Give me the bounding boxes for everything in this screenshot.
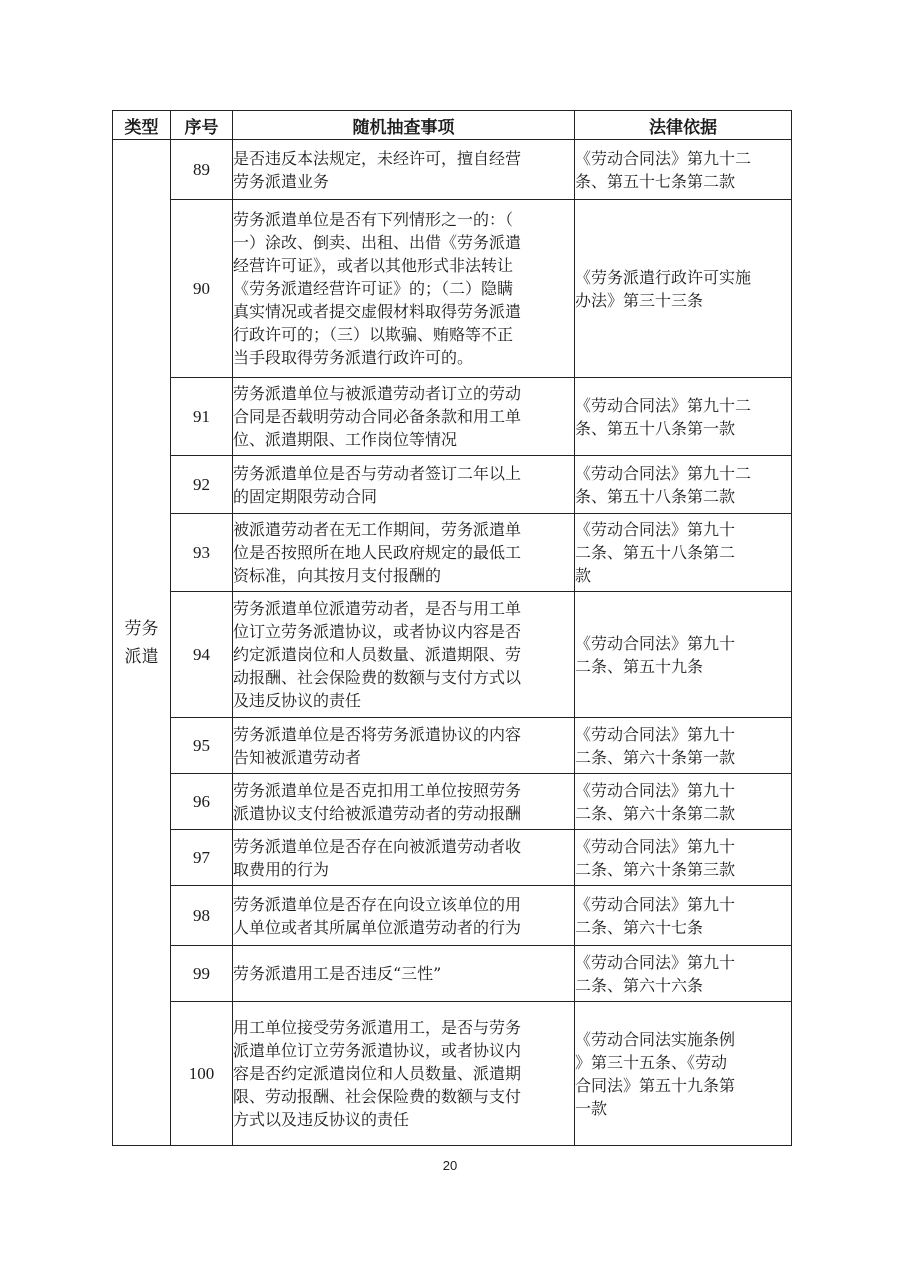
legal-basis-text: 《劳动合同法》第九十 二条、第六十七条 <box>575 894 736 937</box>
legal-basis-cell <box>575 456 792 514</box>
inspection-item-text: 劳务派遣单位是否与劳动者签订二年以上 的固定期限劳动合同 <box>233 463 522 506</box>
table-row <box>113 830 792 886</box>
row-number: 93 <box>171 514 233 592</box>
inspection-item-text: 被派遣劳动者在无工作期间，劳务派遣单 位是否按照所在地人民政府规定的最低工 资标准，向其按月支付报酬的 <box>233 520 522 585</box>
table-row <box>113 140 792 200</box>
legal-basis-text: 《劳动合同法》第九十 二条、第六十条第三款 <box>575 836 736 879</box>
inspection-item-cell <box>233 1002 575 1146</box>
inspection-table <box>112 110 792 1146</box>
legal-basis-cell <box>575 886 792 946</box>
inspection-item-cell <box>233 514 575 592</box>
row-number: 97 <box>171 830 233 886</box>
inspection-item-cell <box>233 140 575 200</box>
table-row <box>113 456 792 514</box>
row-number: 98 <box>171 886 233 946</box>
legal-basis-cell <box>575 378 792 456</box>
inspection-item-text: 劳务派遣用工是否违反“三性” <box>233 964 442 983</box>
legal-basis-cell <box>575 140 792 200</box>
header-type: 类型 <box>113 111 171 140</box>
table-row <box>113 378 792 456</box>
inspection-item-text: 劳务派遣单位是否存在向设立该单位的用 人单位或者其所属单位派遣劳动者的行为 <box>233 894 522 937</box>
inspection-item-text: 劳务派遣单位与被派遣劳动者订立的劳动 合同是否载明劳动合同必备条款和用工单 位、派遣期限、工作岗位等情况 <box>233 384 522 449</box>
row-number: 96 <box>171 774 233 830</box>
inspection-item-cell <box>233 718 575 774</box>
row-number: 99 <box>171 946 233 1002</box>
inspection-item-cell <box>233 886 575 946</box>
category-label: 劳务 派遣 <box>124 618 159 667</box>
legal-basis-cell <box>575 718 792 774</box>
legal-basis-text: 《劳动合同法》第九十二 条、第五十七条第二款 <box>575 148 752 191</box>
inspection-item-text: 劳务派遣单位是否有下列情形之一的：（ 一）涂改、倒卖、出租、出借《劳务派遣 经营许可证》，或者以其他形式非法转让 《劳务派遣经营许可证》的；（二）隐瞒 真实情况或者提交虚假材料取得劳务派遣 行政许可的；（三）以欺骗、贿赂等不正 当手段取得劳务派遣行政许可的。 <box>233 210 522 367</box>
legal-basis-text: 《劳动合同法》第九十二 条、第五十八条第二款 <box>575 463 752 506</box>
legal-basis-text: 《劳动合同法》第九十 二条、第五十八条第二 款 <box>575 520 736 585</box>
legal-basis-cell <box>575 592 792 718</box>
page-number: 20 <box>442 1158 458 1173</box>
row-number: 100 <box>171 1002 233 1146</box>
table-row <box>113 200 792 378</box>
table-row <box>113 774 792 830</box>
row-number: 90 <box>171 200 233 378</box>
row-number: 92 <box>171 456 233 514</box>
inspection-item-cell <box>233 774 575 830</box>
legal-basis-text: 《劳动合同法》第九十 二条、第六十条第二款 <box>575 780 736 823</box>
legal-basis-text: 《劳动合同法》第九十 二条、第六十条第一款 <box>575 724 736 767</box>
header-legal-basis: 法律依据 <box>575 111 792 140</box>
inspection-item-cell <box>233 378 575 456</box>
category-cell <box>113 140 171 1146</box>
inspection-item-text: 是否违反本法规定，未经许可，擅自经营 劳务派遣业务 <box>233 148 522 191</box>
legal-basis-text: 《劳动合同法》第九十 二条、第五十九条 <box>575 633 736 676</box>
inspection-item-cell <box>233 592 575 718</box>
header-number: 序号 <box>171 111 233 140</box>
legal-basis-text: 《劳动合同法》第九十 二条、第六十六条 <box>575 952 736 995</box>
table-row <box>113 946 792 1002</box>
legal-basis-cell <box>575 830 792 886</box>
inspection-item-text: 劳务派遣单位是否克扣用工单位按照劳务 派遣协议支付给被派遣劳动者的劳动报酬 <box>233 780 522 823</box>
inspection-item-text: 劳务派遣单位是否将劳务派遣协议的内容 告知被派遣劳动者 <box>233 724 522 767</box>
row-number: 89 <box>171 140 233 200</box>
row-number: 94 <box>171 592 233 718</box>
row-number: 95 <box>171 718 233 774</box>
legal-basis-cell <box>575 514 792 592</box>
legal-basis-text: 《劳务派遣行政许可实施 办法》第三十三条 <box>575 267 752 310</box>
legal-basis-text: 《劳动合同法实施条例 》第三十五条、《劳动 合同法》第五十九条第 一款 <box>575 1029 736 1118</box>
inspection-item-cell <box>233 946 575 1002</box>
legal-basis-cell <box>575 1002 792 1146</box>
table-row <box>113 592 792 718</box>
inspection-item-text: 劳务派遣单位派遣劳动者，是否与用工单 位订立劳务派遣协议，或者协议内容是否 约定派遣岗位和人员数量、派遣期限、劳 动报酬、社会保险费的数额与支付方式以 及违反协议的责任 <box>233 599 522 710</box>
inspection-item-cell <box>233 830 575 886</box>
table-row <box>113 1002 792 1146</box>
inspection-item-cell <box>233 456 575 514</box>
table-row <box>113 886 792 946</box>
table-row <box>113 514 792 592</box>
inspection-item-cell <box>233 200 575 378</box>
inspection-item-text: 用工单位接受劳务派遣用工，是否与劳务 派遣单位订立劳务派遣协议，或者协议内 容是否约定派遣岗位和人员数量、派遣期 限、劳动报酬、社会保险费的数额与支付 方式以及违反协议的责任 <box>233 1018 522 1129</box>
table-header-row <box>113 111 792 140</box>
legal-basis-cell <box>575 946 792 1002</box>
header-inspection-item: 随机抽查事项 <box>233 111 575 140</box>
legal-basis-cell <box>575 200 792 378</box>
inspection-item-text: 劳务派遣单位是否存在向被派遣劳动者收 取费用的行为 <box>233 836 522 879</box>
table-row <box>113 718 792 774</box>
legal-basis-cell <box>575 774 792 830</box>
legal-basis-text: 《劳动合同法》第九十二 条、第五十八条第一款 <box>575 395 752 438</box>
row-number: 91 <box>171 378 233 456</box>
